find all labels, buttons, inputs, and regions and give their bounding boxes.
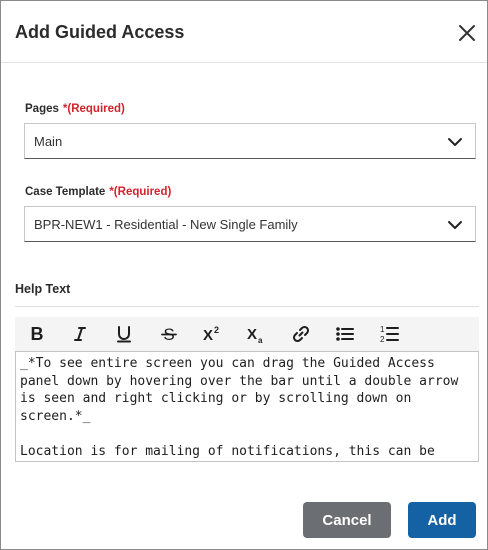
- svg-text:S: S: [163, 325, 175, 343]
- dialog-title: Add Guided Access: [15, 22, 185, 42]
- subscript-icon: [246, 325, 266, 343]
- close-button[interactable]: [455, 21, 479, 45]
- bold-button[interactable]: [23, 321, 51, 347]
- help-text-label: Help Text: [15, 282, 71, 296]
- strikethrough-icon: [160, 325, 178, 343]
- case-template-select[interactable]: [24, 206, 476, 242]
- underline-button[interactable]: [110, 321, 138, 347]
- italic-button[interactable]: [66, 321, 94, 347]
- svg-text:X: X: [247, 326, 258, 343]
- add-button[interactable]: Add: [408, 502, 476, 538]
- italic-icon: [71, 325, 89, 343]
- bullet-list-icon: [335, 325, 355, 343]
- pages-label: [25, 103, 125, 115]
- bullet-list-button[interactable]: [331, 321, 359, 347]
- svg-text:B: B: [30, 325, 44, 343]
- underline-icon: [115, 325, 133, 343]
- pages-required-marker: *(Required): [62, 103, 125, 115]
- pages-select-value: Main: [34, 134, 63, 149]
- bold-icon: [28, 325, 46, 343]
- header-divider: [1, 62, 487, 63]
- svg-text:2: 2: [214, 325, 220, 335]
- chevron-down-icon: [447, 135, 463, 149]
- svg-text:2: 2: [380, 335, 385, 344]
- link-icon: [291, 324, 311, 344]
- strikethrough-button[interactable]: [155, 321, 183, 347]
- superscript-icon: [202, 325, 222, 343]
- cancel-button[interactable]: Cancel: [303, 502, 391, 538]
- help-text-divider: [15, 306, 479, 307]
- close-icon: [455, 21, 479, 45]
- numbered-list-button[interactable]: [375, 321, 403, 347]
- case-template-required-marker: *(Required): [109, 186, 172, 198]
- case-template-label-text: Case Template: [25, 186, 106, 198]
- rich-text-toolbar: [15, 317, 479, 351]
- chevron-down-icon: [447, 218, 463, 232]
- svg-text:a: a: [258, 336, 263, 343]
- svg-text:X: X: [203, 327, 214, 343]
- pages-label-text: Pages: [25, 103, 59, 115]
- help-text-editor[interactable]: _*To see entire screen you can drag the Guided Access panel down by hovering over the bar until a double arrow is seen and right clicking or by scrolling down on screen.*_ Location is for mailing of notifications, this can be: [15, 351, 479, 462]
- case-template-select-value: BPR-NEW1 - Residential - New Single Family: [34, 217, 298, 232]
- case-template-label: [25, 186, 171, 198]
- superscript-button[interactable]: [198, 321, 226, 347]
- link-button[interactable]: [287, 321, 315, 347]
- subscript-button[interactable]: [242, 321, 270, 347]
- svg-text:1: 1: [380, 325, 385, 334]
- pages-select[interactable]: [24, 123, 476, 159]
- numbered-list-icon: [379, 324, 399, 344]
